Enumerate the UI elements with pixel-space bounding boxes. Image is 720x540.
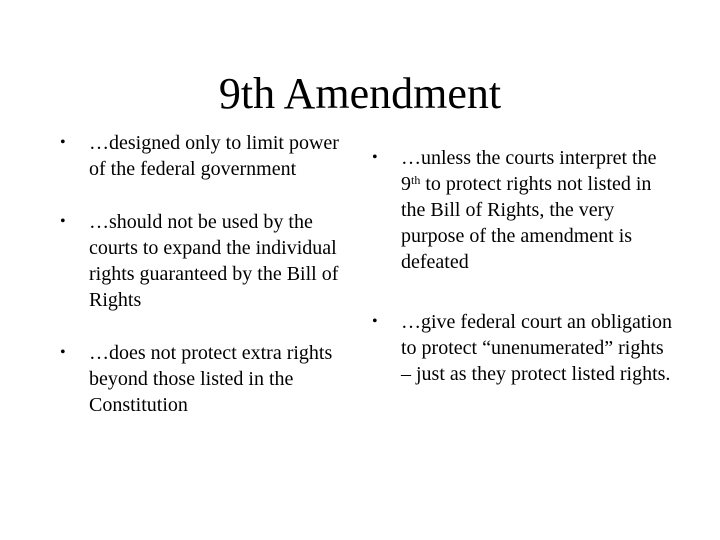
list-item xyxy=(372,145,672,275)
bullet-text: …does not protect extra rights beyond those listed in the Constitution xyxy=(89,342,333,416)
left-bullet-list xyxy=(60,130,340,418)
bullet-icon: • xyxy=(60,134,66,151)
list-item xyxy=(60,340,340,418)
ordinal-superscript: th xyxy=(411,173,421,187)
slide-title: 9th Amendment xyxy=(218,69,502,118)
list-item xyxy=(60,209,340,313)
bullet-text-start: …unless the courts interpret the 9 xyxy=(401,147,657,195)
bullet-icon: • xyxy=(60,344,66,361)
bullet-icon: • xyxy=(372,149,378,166)
bullet-text xyxy=(401,147,657,273)
bullet-icon: • xyxy=(60,213,66,230)
bullet-icon: • xyxy=(372,313,378,330)
bullet-text: …should not be used by the courts to expand the individual rights guaranteed by the Bill of Rights xyxy=(89,211,339,311)
bullet-text: …designed only to limit power of the federal government xyxy=(89,132,339,180)
bullet-text: …give federal court an obligation to protect “unenumerated” rights – just as they protect listed rights. xyxy=(401,311,673,385)
right-bullet-list xyxy=(372,145,672,387)
list-item xyxy=(372,309,672,387)
bullet-text-end: to protect rights not listed in the Bill of Rights, the very purpose of the amendment is defeated xyxy=(401,173,652,273)
list-item xyxy=(60,130,340,182)
